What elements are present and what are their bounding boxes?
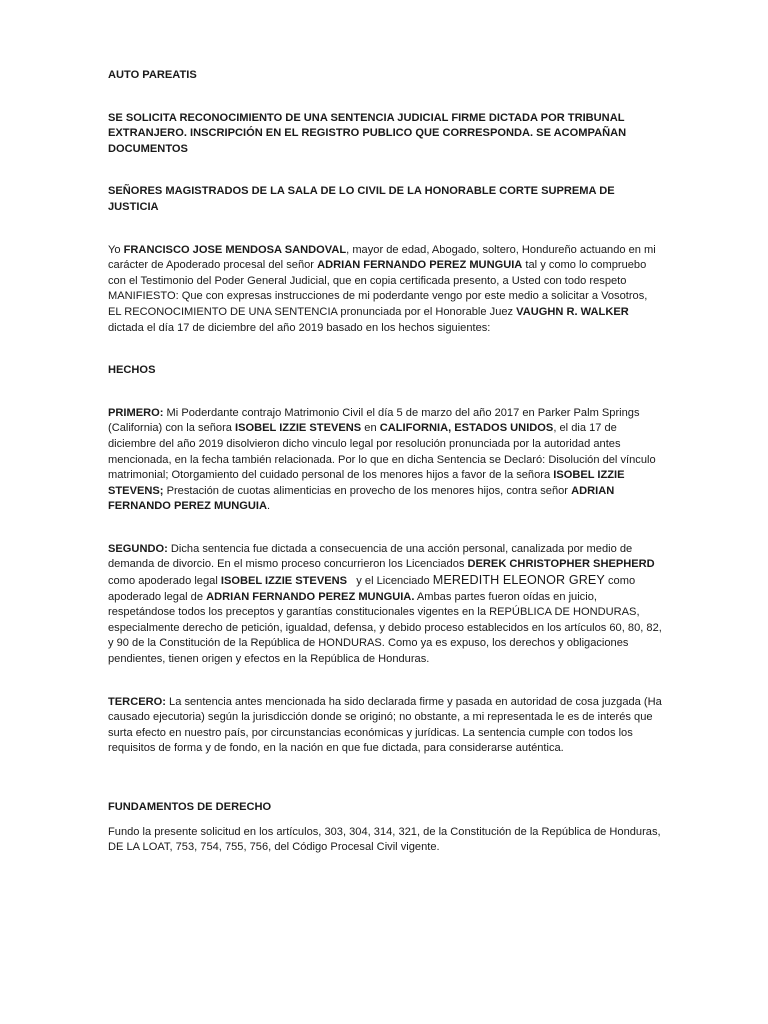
- lawyer-2-name: MEREDITH ELEONOR GREY: [432, 573, 605, 588]
- place-name: CALIFORNIA, ESTADOS UNIDOS: [379, 422, 554, 435]
- fact-primero-text-3: , el dia 17 de diciembre del año 2019 disolvieron dicho vinculo legal por resolución pronunciada por la autoridad antes mencionada, en la fecha también relacionada. Por lo que en dicha Sentencia se Declaró: Disolución del vínculo matrimonial; Otorgamiento del cuidado personal de los menores hijos a favor de la señora: [108, 422, 656, 482]
- fundamentos-paragraph: Fundo la presente solicitud en los artículos, 303, 304, 314, 321, de la Constitución de la República de Honduras, DE LA LOAT, 753, 754, 755, 756, del Código Procesal Civil vigente.: [108, 825, 661, 854]
- spouse-name: ISOBEL IZZIE STEVENS: [235, 422, 362, 435]
- document-subject: SE SOLICITA RECONOCIMIENTO DE UNA SENTENCIA JUDICIAL FIRME DICTADA POR TRIBUNAL EXTRANJERO. INSCRIPCIÓN EN EL REGISTRO PUBLICO QUE CORRESPONDA. SE ACOMPAÑAN DOCUMENTOS: [108, 111, 627, 155]
- document-addressee: SEÑORES MAGISTRADOS DE LA SALA DE LO CIVIL DE LA HONORABLE CORTE SUPREMA DE JUSTICIA: [108, 185, 615, 213]
- document-title: AUTO PAREATIS: [108, 69, 197, 81]
- intro-text-2: , mayor de edad, Abogado, soltero, Hondureño actuando en mi carácter de Apoderado procesal del señor: [108, 243, 656, 272]
- fact-primero-text-4: Prestación de cuotas alimenticias en provecho de los menores hijos, contra señor: [163, 484, 572, 497]
- client-name: ADRIAN FERNANDO PEREZ MUNGUIA: [317, 259, 523, 272]
- party-2-name: ADRIAN FERNANDO PEREZ MUNGUIA.: [206, 590, 415, 603]
- fact-segundo-text-2: como apoderado legal: [108, 575, 221, 588]
- fact-tercero-label: TERCERO:: [108, 695, 166, 708]
- attorney-name: FRANCISCO JOSE MENDOSA SANDOVAL: [123, 243, 347, 256]
- hechos-heading: HECHOS: [108, 364, 156, 377]
- document-body: [108, 66, 663, 856]
- lawyer-1-name: DEREK CHRISTOPHER SHEPHERD: [467, 558, 655, 571]
- judge-name: VAUGHN R. WALKER: [516, 305, 629, 318]
- intro-text-3: tal y como lo compruebo con el Testimonio del Poder General Judicial, que en copia certificada presento, a Usted con todo respeto MANIFIESTO: Que con expresas instrucciones de mi poderdante vengo por este medio a solicitar a Vosotros, EL RECONOCIMIENTO DE UNA SENTENCIA pronunciada por el Honorable Juez: [108, 259, 648, 318]
- fact-segundo-text-5: Ambas partes fueron oídas en juicio, respetándose todos los preceptos y garantías constitucionales vigentes en la REPÚBLICA DE HONDURAS, especialmente derecho de petición, igualdad, defensa, y debido proceso establecidos en los artículos 60, 80, 82, y 90 de la Constitución de la República de HONDURAS. Como ya es expuso, los derechos y obligaciones pendientes, tienen origen y efectos en la República de Honduras.: [108, 590, 662, 666]
- fact-primero-paragraph: [108, 406, 663, 515]
- husband-name: ADRIAN FERNANDO PEREZ MUNGUIA: [108, 484, 615, 513]
- fact-tercero-paragraph: [108, 695, 663, 757]
- fact-segundo-label: SEGUNDO:: [108, 542, 168, 555]
- fact-segundo-text-1: Dicha sentencia fue dictada a consecuencia de una acción personal, canalizada por medio de demanda de divorcio. En el mismo proceso concurrieron los Licenciados: [108, 542, 633, 571]
- intro-text-4: dictada el día 17 de diciembre del año 2019 basado en los hechos siguientes:: [108, 321, 491, 334]
- spouse-name-2: ISOBEL IZZIE STEVENS;: [108, 469, 625, 497]
- fact-segundo-text-3: y el Licenciado: [347, 575, 433, 588]
- fundamentos-heading: FUNDAMENTOS DE DERECHO: [108, 801, 272, 813]
- party-1-name: ISOBEL IZZIE STEVENS: [220, 575, 348, 588]
- fact-segundo-text-4: como apoderado legal de: [108, 575, 636, 603]
- fact-primero-label: PRIMERO:: [108, 406, 164, 419]
- fact-segundo-paragraph: [108, 542, 663, 668]
- fact-primero-text-1: Mi Poderdante contrajo Matrimonio Civil el día 5 de marzo del año 2017 en Parker Palm Springs (California) con la señora: [108, 406, 640, 435]
- intro-text-1: Yo: [108, 243, 124, 256]
- fact-tercero-text: La sentencia antes mencionada ha sido declarada firme y pasada en autoridad de cosa juzgada (Ha causado ejecutoria) según la jurisdicción donde se originó; no obstante, a mi representada le es de interés que surta efecto en nuestro país, por circunstancias económicas y jurídicas. La sentencia cumple con todos los requisitos de forma y de fondo, en la nación en que fue dictada, para considerarse auténtica.: [108, 695, 662, 755]
- fact-primero-text-2: en: [361, 422, 380, 435]
- intro-paragraph: [108, 243, 663, 337]
- fact-primero-text-5: .: [267, 500, 271, 513]
